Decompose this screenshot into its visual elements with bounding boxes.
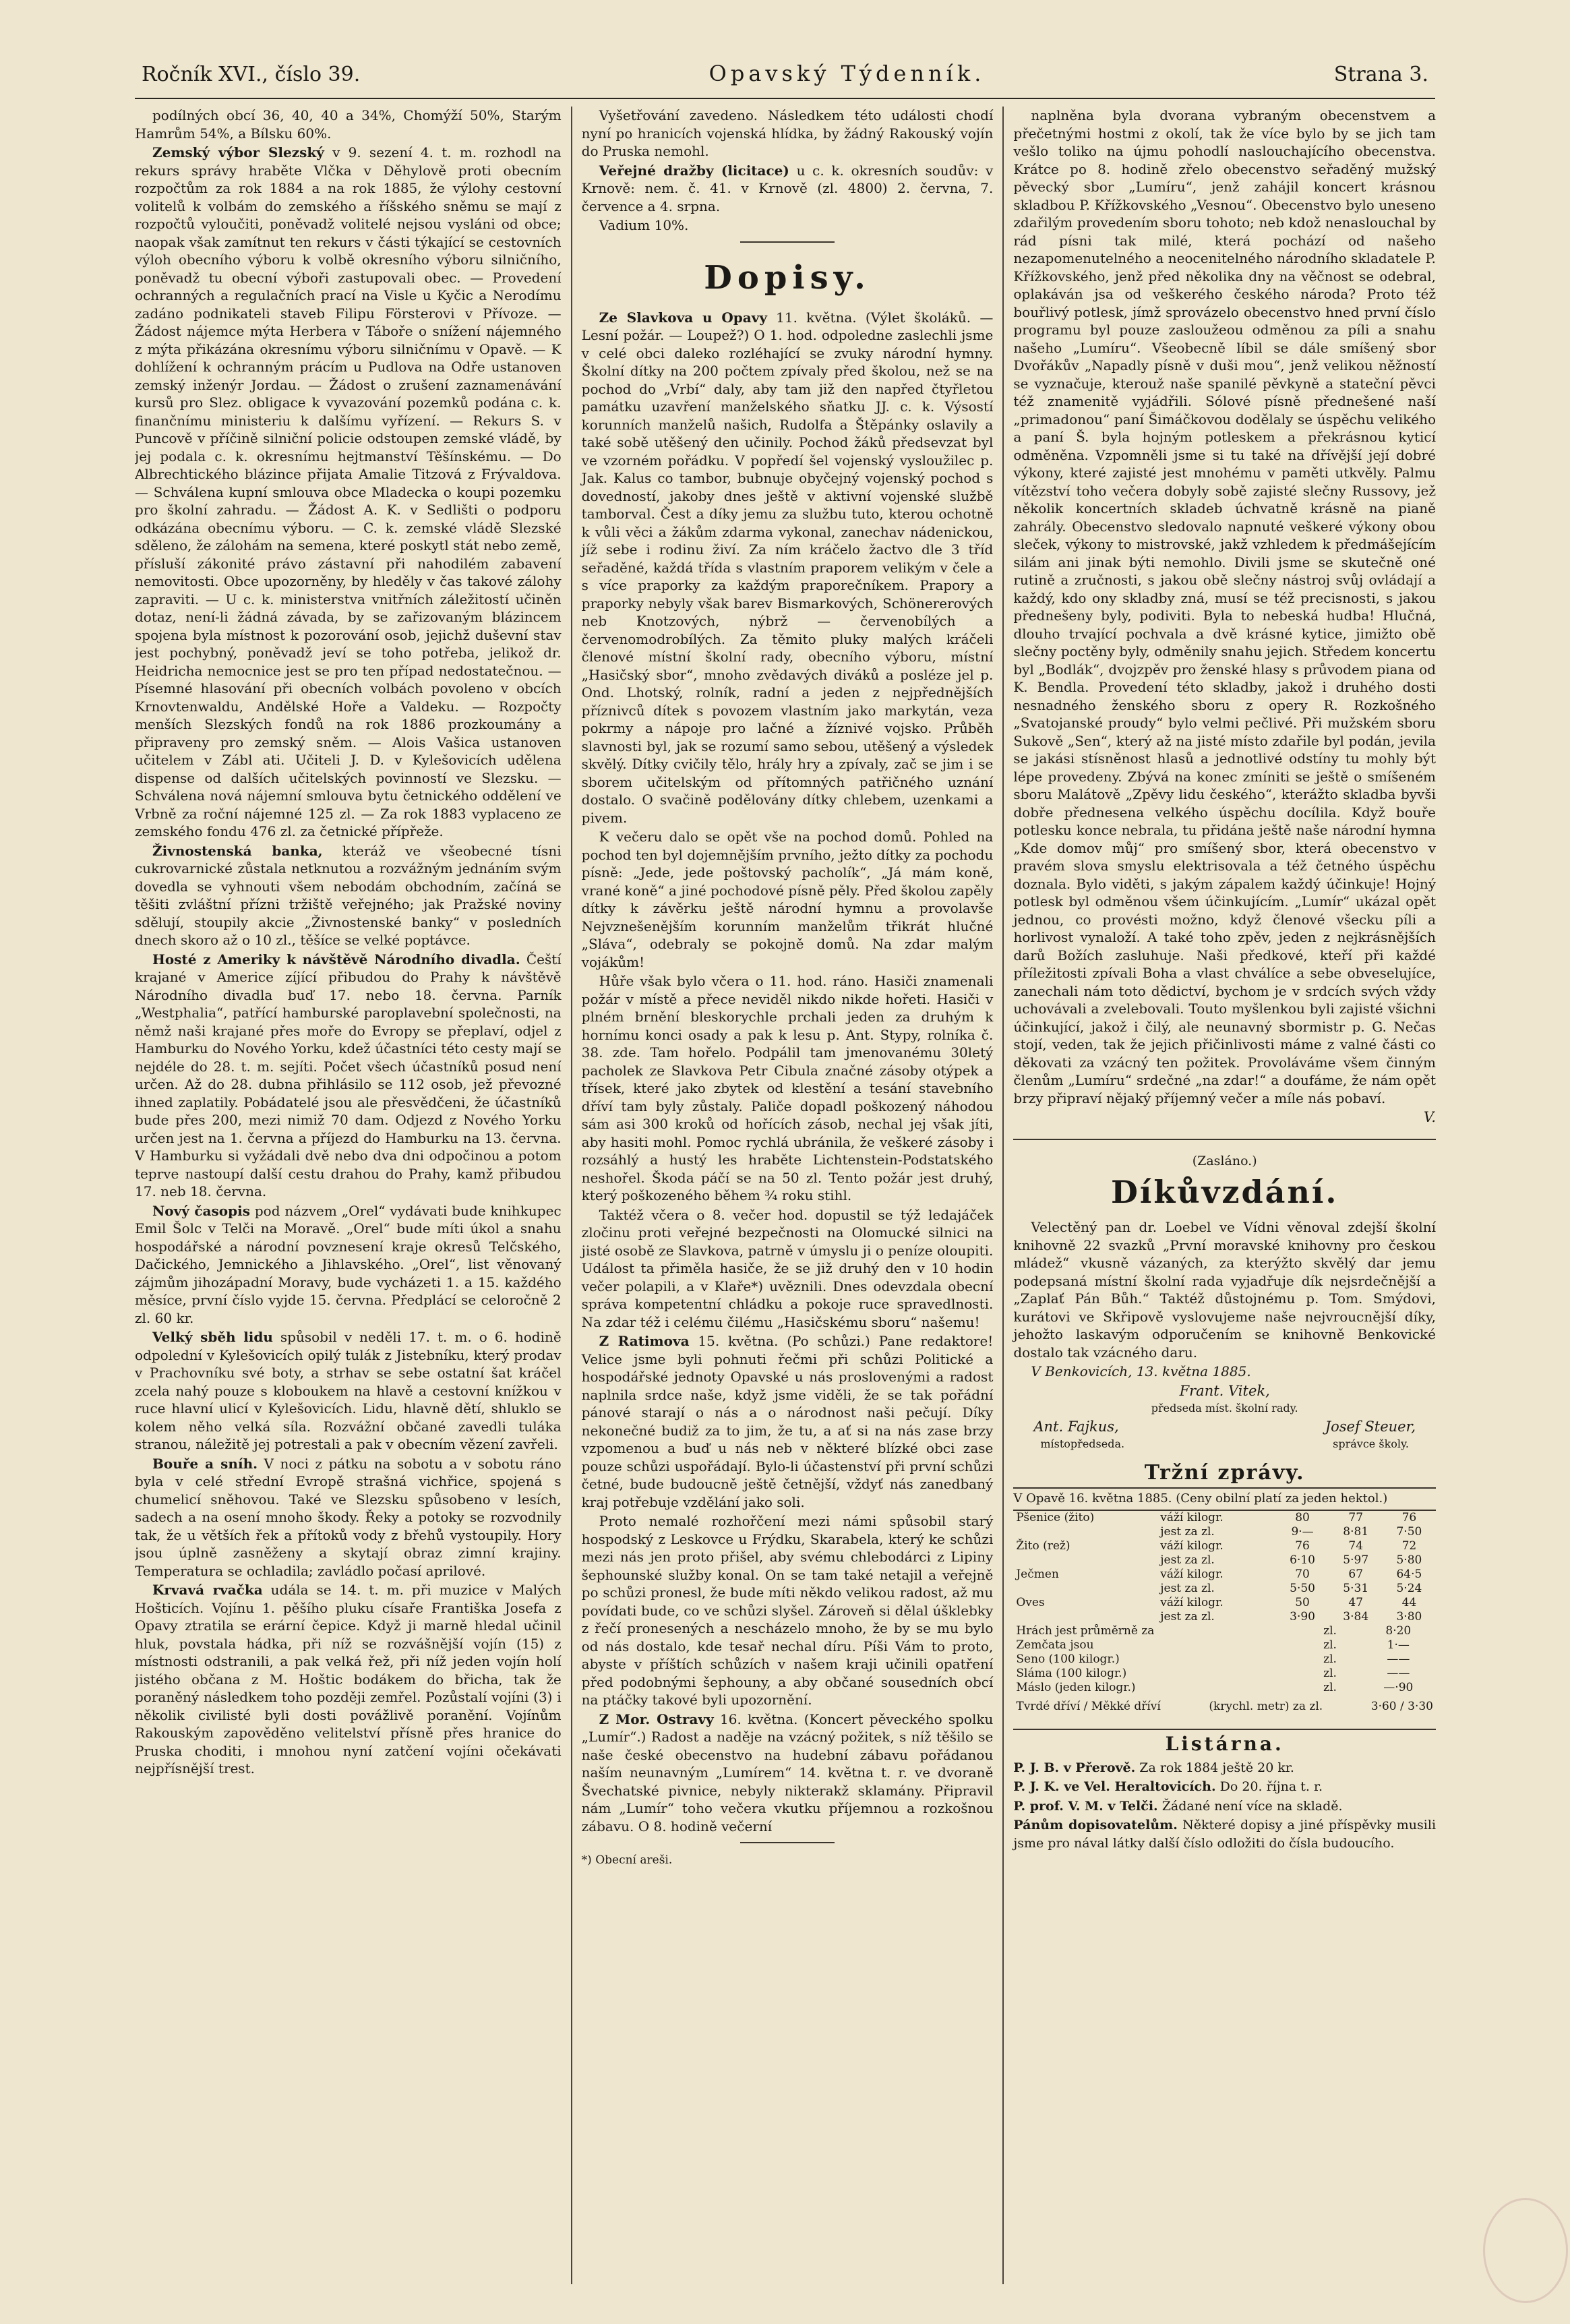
letters-section: [582, 309, 994, 1836]
article-heading: Živnostenská banka,: [152, 842, 323, 859]
column-3: [1004, 107, 1436, 2284]
footnote-divider: [740, 1842, 835, 1843]
article-paragraph: [1013, 107, 1436, 1107]
letters-box-title: Listárna.: [1013, 1729, 1436, 1754]
letters-box-item: [1013, 1759, 1436, 1777]
letters-box-item: [1013, 1797, 1436, 1816]
market-cell: Žito (rež): [1016, 1539, 1070, 1553]
column-2: [572, 107, 1003, 2284]
article-paragraph: [582, 162, 994, 216]
section-divider: [740, 241, 835, 243]
article-paragraph: [135, 107, 562, 142]
market-cell: jest za zl.: [1160, 1553, 1215, 1567]
market-cell: jest za zl.: [1160, 1609, 1215, 1623]
article-text: V noci z pátku na sobotu a v sobotu ráno byla v celé střední Evropě strašná vichřice, spojená s chumelicí sněhovou. Také ve Slezsku spůsobeno v lesích, sadech a na osení mnoho škody. Řeky a potoky se rozvodnily tak, že u větších řek a přítoků vody z břehů vystoupily. Hory jsou úplně zasněženy a skytají obraz zimní krajiny. Temperatura se ochladila; zavládlo počasí aprilové.: [135, 1455, 562, 1579]
market-row: [1013, 1610, 1436, 1624]
article-text: Taktéž včera o 8. večer hod. dopustil se týž ledajáček zločinu proti veřejné bezpečnosti na Olomucké silnici na jisté osobě ze Slavkova, patrně v úmyslu ji o peníze oloupiti. Událost ta přiměla hasiče, že se již druhý den v 10 hodin večer polapili, a v Klaře*) uvěznili. Dnes odevzdala obecní správa kompetentní chládku a pokoje ruce spravedlnosti. Na zdar též i celému čilému „Hasičskému sboru“ našemu!: [581, 1206, 994, 1330]
article-text: Čeští krajané v Americe zíjící přibudou do Prahy k návštěvě Národního divadla buď 17. nebo 18. června. Parník „Westphalia“, patřící hamburské paroplavební společnosti, na němž naši krajané přes moře do Evropy se přeplaví, odjel z Hamburku do Nového Yorku, kdež účastníci této cesty mají se nejdéle do 28. t. m. sejíti. Počet všech účastníků posud není určen. Až do 28. dubna přihlásilo se 112 osob, jež převozné ihned zaplatily. Pobádatelé jsou ale přesvědčeni, že účastníků bude přes 200, mezi nimiž 70 dam. Odjezd z Nového Yorku určen jest na 1. června a příjezd do Hamburku na 13. června. V Hamburku si vyžádali dvě nebo dva dni odpočinou a potom teprve nastoupí další cestu drahou do Prahy, kamž přibudou 17. neb 18. června.: [135, 951, 562, 1199]
header-rule: [135, 98, 1435, 99]
footnote: *) Obecní areši.: [581, 1853, 673, 1867]
article-paragraph: [582, 1512, 994, 1709]
market-cell: Oves: [1016, 1595, 1045, 1609]
market-cell: 70: [1295, 1567, 1310, 1581]
article-heading: Ze Slavkova u Opavy: [599, 309, 767, 326]
article-text: 15. května. (Po schůzi.) Pane redaktore! Velice jsme byli pohnuti řečmi při schůzi Politické a hospodářské jednoty Opavské u nás proslovenými a radost naplnila srdce naše, když jsme viděli, že se tak pořádní pánové starají o nás a o národnost naši pečují. Díky nekonečné budiž za to jim, že tu, a ať si na nás zase brzy vzpomenou a buď u nás neb v některé blízké obci zase pouze schůzi uspořádají. Bylo-li účastenství při první schůzi četné, bude budoucně ještě četnější, vždyť nás zanedbaný kraj potřebuje vzdělání jako soli.: [581, 1333, 994, 1510]
market-cell: 8·81: [1343, 1524, 1369, 1539]
letters-box-recipient: P. prof. V. M. v Telči.: [1013, 1798, 1158, 1814]
market-cell: Hrách jest průměrně za: [1016, 1623, 1155, 1638]
market-extra-table: [1013, 1624, 1436, 1695]
signature-vice-name: Ant. Fajkus,: [1033, 1418, 1119, 1435]
masthead-title: Opavský Týdenník.: [708, 61, 986, 86]
market-cell: 5·80: [1396, 1553, 1422, 1567]
market-cell: zl.: [1323, 1623, 1337, 1638]
page-number: Strana 3.: [1333, 63, 1428, 86]
letters-box-item: [1013, 1816, 1436, 1852]
market-cell: [1013, 1610, 1157, 1624]
market-cell: 5·50: [1290, 1581, 1315, 1595]
market-cell: 5·24: [1396, 1581, 1422, 1595]
page-header: [142, 61, 1428, 96]
letters-box-text: Do 20. října t. r.: [1215, 1779, 1323, 1794]
columns: [135, 107, 1436, 2284]
article-text: u c. k. okresních soudův: v Krnově: nem. č. 41. v Krnově (zl. 4800) 2. června, 7. července a 4. srpna.: [581, 162, 994, 214]
article-text: Proto nemalé rozhořčení mezi námi spůsobil starý hospodský z Leskovce u Frýdku, Skarabela, který ke schůzi mezi nás jen proto přišel, aby svému chlebodárci z Lipiny šephounské služby konal. On se tam také netajil a veřejně po schůzi pronesl, že bude míti někdo velikou radost, až mu povídati bude, co ve schůzi slyšel. Zároveň si dělal úšklebky z řečí pronesených a nescházelo mnoho, že by se mu bylo od nás dostalo, kde tesař nechal díru. Píši Vám to proto, abyste v příštích schůzích v našem kraji učinili opatření před podobnými šephouny, a aby občané sousedních obcí na ptáčky takové byli upozornění.: [581, 1513, 994, 1708]
market-cell: 67: [1348, 1567, 1364, 1581]
market-cell: Máslo (jeden kilogr.): [1016, 1680, 1136, 1694]
article-text: spůsobil v neděli 17. t. m. o 6. hodině odpolední v Kylešovicích opilý tulák z Jistebníku, který prodav v Prachovníku své boty, a strhav se sebe ostatní šat kráčel zcela nahý pouze s kloboukem na hlavě a cestovní knížkou v ruce hlavní ulicí v Kylešovicích. Lidu, hlavně dětí, shluklo se kolem něho velká síla. Rozvážní občané zavedli tuláka stranou, náležitě jej potrestali a pak v obecním vězení zavřeli.: [135, 1329, 562, 1452]
market-row: [1013, 1553, 1436, 1568]
wood-unit: (krychl. metr) za zl.: [1209, 1699, 1323, 1713]
article-paragraph: [135, 842, 562, 949]
market-cell: 74: [1348, 1539, 1364, 1553]
letters-box-recipient: P. J. B. v Přerově.: [1013, 1760, 1136, 1775]
market-row: [1013, 1539, 1436, 1553]
signature-row: [1013, 1418, 1436, 1436]
signature-chair: [1013, 1382, 1436, 1418]
letters-box-text: Žádané není více na skladě.: [1157, 1798, 1343, 1814]
market-cell: 5·97: [1343, 1553, 1369, 1567]
market-cell: 80: [1295, 1510, 1310, 1524]
signature-chair-role: předseda míst. školní rady.: [1151, 1402, 1298, 1414]
article-paragraph: [582, 972, 994, 1205]
market-cell: 47: [1348, 1595, 1364, 1609]
market-cell: váží kilogr.: [1160, 1510, 1224, 1524]
market-cell: 44: [1401, 1595, 1417, 1609]
library-stamp: [1483, 2198, 1568, 2303]
letters-box-recipient: Pánům dopisovatelům.: [1013, 1818, 1178, 1833]
article-heading: Velký sběh lidu: [152, 1329, 273, 1345]
market-cell: Pšenice (žito): [1016, 1510, 1095, 1524]
market-cell: váží kilogr.: [1160, 1539, 1224, 1553]
market-row: [1013, 1638, 1436, 1652]
market-cell: Zemčata jsou: [1016, 1638, 1094, 1652]
section-divider: [1013, 1139, 1436, 1140]
market-title: Tržní zprávy.: [1144, 1460, 1305, 1485]
market-cell: jest za zl.: [1160, 1524, 1215, 1539]
market-cell: [1013, 1525, 1157, 1539]
signature-chair-name: Frant. Vitek,: [1179, 1382, 1270, 1399]
market-cell: 3·80: [1396, 1609, 1422, 1623]
market-row: [1013, 1568, 1436, 1582]
wood-values: 3·60 / 3·30: [1370, 1699, 1433, 1713]
thanks-place-date: V Benkovicích, 13. května 1885.: [1031, 1363, 1251, 1379]
article-paragraph: [135, 1455, 562, 1580]
market-cell: 76: [1401, 1510, 1417, 1524]
signature-director-name: Josef Steuer,: [1325, 1418, 1416, 1435]
article-heading: Z Ratimova: [599, 1333, 690, 1349]
article-text: v 9. sezení 4. t. m. rozhodl na rekurs správy hraběte Vlčka v Děhylově proti obecním rozpočtům za rok 1884 a na rok 1885, že výlohy cestovní volitelů k volbám do zemského a říšského sněmu se mají z rozpočtů vyloučiti, poněvadž volitelé nejsou vysláni od obce; naopak však zamítnut ten rekurs v části týkající se cestovních výloh obecního výboru k volbě okresního výboru silničního, poněvadž tu obecní výboři zastupovali obec. — Provedení ochranných a regulačních prací na Visle u Kyčic a Nerodímu zadáno podnikateli staveb Filipu Försterovi v Přívoze. — Žádost nájemce mýta Herbera v Táboře o snížení nájemného z mýta přikázána okresnímu výboru silničnímu v Opavě. — K dohlížení k ochranným prácím u Pudlova na Odře ustanoven zemský inženýr Jordau. — Žádost o zrušení zaznamenávání kursů pro Slez. obligace k vyvazování pozemků podána c. k. finančnímu ministeriu k dalšímu vyřízení. — Rekurs S. v Puncově v příčině silniční policie odstoupen zemské vládě, by jej podala c. k. okresnímu hejtmanství Těšínskému. — Do Albrechtického blázince přijata Amalie Titzová z Frývaldova. — Schválena kupní smlouva obce Mladecka o koupi pozemku pro školní zahradu. — Žádost A. K. v Sedlišti o podporu odkázána obecnímu výboru. — C. k. zemské vládě Slezské sděleno, že zálohám na semena, které poskytl stát nebo země, přísluší zákonité právo zástavní při nahodilém zabavení nemovitosti. Obce upozorněny, by hleděly v čas takové zálohy zapraviti. — U c. k. ministerstva vnitřních záležitostí učiněn dotaz, není-li žádná závada, by se zařizovaným blázincem spojena byla místnost k pozorování osob, jejichž duševní stav jest pochybný, poněvadž jeví se toho potřeba, jelikož dr. Heidricha nemocnice jest se pro ten případ nedostatečnou. — Písemné hlasování při obecních volbách povoleno v obcích Krnovtenwaldu, Andělské Hoře a Valdeku. — Rozpočty menších Slezských fondů na rok 1886 prozkoumány a připraveny pro zemský sněm. — Alois Vašica ustanoven učitelem v Zábl ati. Učiteli J. D. v Kylešovicích udělena dispense od dalších učitelských povinností ve Slezsku. — Schválena nová nájemní smlouva bytu četnického oddělení ve Vrbně za roční nájemné 125 zl. — Za rok 1883 vyplaceno ze zemského fondu 476 zl. za četnické přípřeže.: [135, 144, 562, 839]
article-paragraph: [582, 1206, 994, 1332]
signature-vice-role: místopředseda.: [1040, 1437, 1125, 1450]
article-text: Vyšetřování zavedeno. Následkem této události chodí nyní po hranicích vojenská hlídka, by žádný Rakouský vojín do Pruska nemohl.: [581, 107, 994, 159]
issue-info: Ročník XVI., číslo 39.: [142, 63, 361, 86]
market-cell: [1013, 1553, 1157, 1568]
market-cell: 72: [1401, 1539, 1417, 1553]
letters-box-text: Některé dopisy a jiné příspěvky musili jsme pro nával látky další číslo odložiti do čísla budoucího.: [1013, 1818, 1437, 1851]
column-1: [135, 107, 571, 2284]
market-cell: Seno (100 kilogr.): [1016, 1652, 1120, 1666]
market-cell: 64·5: [1396, 1567, 1422, 1581]
market-row: [1013, 1596, 1436, 1610]
article-paragraph: [135, 951, 562, 1201]
market-table: [1013, 1511, 1436, 1624]
market-cell: 7·50: [1396, 1524, 1422, 1539]
market-cell: zl.: [1323, 1652, 1337, 1666]
article-paragraph: [582, 216, 994, 235]
col2-top-articles: [582, 107, 994, 235]
market-cell: [1013, 1582, 1157, 1596]
article-paragraph: [582, 828, 994, 971]
market-cell: 76: [1295, 1539, 1310, 1553]
market-cell: 77: [1348, 1510, 1364, 1524]
concert-report: [1013, 107, 1436, 1107]
market-cell: Ječmen: [1016, 1567, 1059, 1581]
article-paragraph: [135, 1328, 562, 1454]
market-intro: V Opavě 16. května 1885. (Ceny obilní platí za jeden hektol.): [1013, 1487, 1436, 1511]
market-cell: 9·—: [1291, 1524, 1314, 1539]
article-paragraph: [135, 1581, 562, 1778]
market-cell: jest za zl.: [1160, 1581, 1215, 1595]
article-text: naplněna byla dvorana vybraným obecenstvem a přečetnými hostmi z okolí, tak že více bylo by se jich tam vešlo toliko na újmu pohodlí naslouchajícího obecenstva. Krátce po 8. hodině zřelo obecenstvo seřaděný mužský pěvecký sbor „Lumíru“, jenž zahájil koncert krásnou skladbou P. Křížkovského „Vesnou“. Obecenstvo bylo uneseno zdařilým provedením sboru tohoto; neb kdož nenaslouchal by rád písni tak milé, která pochází od našeho nezapomenutelného a neocenitelného národního skladatele P. Křížkovského, jenž před několika dny na věčnost se odebral, oplakáván jsa od veškerého českého národa? Proto též bouřlivý potlesk, jímž sprovázelo obecenstvo hned první číslo programu byl pouze zasloužeou odměnou za píli a snahu našeho „Lumíru“. Všeobecně líbil se dále smíšený sbor Dvořákův „Napadly písně v duši mou“, jenž velikou něžností se vyznačuje, kterouž naše spanilé pěvkyně a stateční pěvci též znamenitě vyjádřili. Sólové písně přednešené naší „primadonou“ paní Šimáčkovou dodělaly se úspěchu velikého a paní Š. byla hojným potleskem a překrásnou kyticí odměněna. Vzpomněli jsme si tu také na dřívější její dobré výkony, které zajisté jest mnohému v paměti utkvěly. Palmu vítězství toho večera dobyly sobě zajisté slečny Russovy, jež několik koncertních skladeb úchvatně krásně na pianě zahrály. Obecenstvo sledovalo napnuté veškeré výkony obou sleček, výkony to mistrovské, jakž vzhledem k předmášejícím silám ani jinak býti nemohlo. Divili jsme se skutečně oné rutině a zručnosti, s jakou obě slečny nástroj svůj ovládají a každý, kdo ony skladby zná, musí se též precisnosti, s jakou přednešeny byly, podiviti. Byla to nebeská hudba! Hlučná, dlouho trvající pochvala a dvě krásné kytice, jimižto obě slečny poctěny byly, odměnily snahu jejich. Středem koncertu byl „Bodlák“, dvojzpěv pro ženské hlasy s průvodem piana od K. Bendla. Provedení této skladby, jakož i druhého dosti nesnadného ženského sboru z opery R. Rozkošného „Svatojanské proudy“ bylo velmi pečlivé. Při mužském sboru Sukově „Sen“, který až na jisté místo zdařile byl podán, jevila se jakási stísněnost hlasů a jednotlivé odstíny tu mohly být lépe provedeny. Zbývá na konec zmíniti se ještě o smíšeném sboru Malátově „Zpěvy lidu českého“, kterážto skladba byvši dobře přednesena velkého úspěchu docílila. Když bouře potlesku konce nebrala, tu přidána ještě naše národní hymna „Kde domov můj“ pro smíšený sbor, která obecenstvo v pravém slova smyslu elektrisovala a též četného úspěchu doznala. Bylo viděti, s jakým zápalem každý účinkuje! Hojný potlesk byl odměnou všem účinkujícím. „Lumír“ ukázal opět jednou, co provésti možno, když členové všecku píli a horlivost vynaloží. A také toho zpěv, jeden z nejkrásnějších darů Božích zasluhuje. Naši předkové, kteří při každé příležitosti zpívali Boha a vlast chválíce a sebe obveselujíce, zanechali nám toto dědictví, bychom je v srdcích svých vždy uchovávali a zvelebovali. Touto myšlenkou byli zajisté všichni účinkující, jakož i čilý, ale neunavný sbormistr p. G. Nečas stojí, veden, tak že jejich přičinlivosti máme z valné části co děkovati za vzácný ten požitek. Provoláváme všem činným členům „Lumíru“ srdečné „na zdar!“ a doufáme, že nám opět brzy připraví nějaký příjemný večer a míle nás pobaví.: [1013, 107, 1437, 1106]
article-paragraph: [135, 144, 562, 841]
article-paragraph: [582, 1332, 994, 1511]
letters-box-text: Za rok 1884 ještě 20 kr.: [1135, 1760, 1294, 1775]
article-heading: Krvavá rvačka: [152, 1582, 263, 1598]
thanks-text: Velectěný pan dr. Loebel ve Vídni věnoval zdejší školní knihovně 22 svazků „První moravské knihovny pro českou mládež“ vkusně vázaných, za kterýžto skvělý dar jemu podepsaná místní školní rada vyjadřuje dík nejsrdečnější a „Zaplať Pán Bůh.“ Taktéž důstojnému p. Tom. Smýdovi, kurátovi ve Skřipově vyslovujeme naše nejvroucnější díky, jehožto laskavým odporučením se knihovně Benkovické dostalo tak vzácného daru.: [1013, 1219, 1437, 1361]
market-cell: váží kilogr.: [1160, 1595, 1224, 1609]
article-text: 16. května. (Koncert pěveckého spolku „Lumír“.) Radost a naděje na vzácný požitek, s níž těšilo se naše české obecenstvo na hudební zábavu pořádanou naším neunavným „Lumírem“ 14. května t. r. ve dvoraně Švechatské pivnice, nebyly nikterakž sklamány. Připravil nám „Lumír“ toho večera vkutku příjemnou a rozkošnou zábavu. O 8. hodině večerní: [581, 1710, 994, 1835]
signature-director-role: správce školy.: [1333, 1437, 1410, 1450]
wood-label: Tvrdé dříví / Měkké dříví: [1016, 1699, 1161, 1713]
article-text: Vadium 10%.: [599, 217, 689, 233]
market-cell: 3·90: [1290, 1609, 1315, 1623]
market-cell: —·90: [1383, 1680, 1414, 1694]
market-row: [1013, 1525, 1436, 1539]
market-cell: zl.: [1323, 1638, 1337, 1652]
article-paragraph: [582, 309, 994, 827]
letters-box-item: [1013, 1778, 1436, 1796]
article-paragraph: [582, 1710, 994, 1836]
market-cell: váží kilogr.: [1160, 1567, 1224, 1581]
wood-prices: [1013, 1695, 1436, 1719]
sent-in-label: (Zasláno.): [1192, 1153, 1257, 1168]
article-text: 11. května. (Výlet školáků. — Lesní požár. — Loupež?) O 1. hod. odpoledne zaslechli jsme v celé obci daleko rozléhající se zvuky národní hymny. Školní dítky na 200 počtem zpívaly před školou, než se na pochod do „Vrbí“ daly, aby tam již den napřed čtyřletou památku uzavření manželského sňatku JJ. c. k. Výsostí korunních manželů našich, Rudolfa a Štěpánky oslavily a také sobě utěšený den učinily. Pochod žáků předsevzat byl ve vzorném pořádku. V popředí šel vojenský vysloužilec p. Jak. Kalus co tambor, bubnuje obyčejný vojenský pochod s dovedností, jakoby dnes ještě v aktivní vojenské službě tamborval. Čest a díky jemu za službu tuto, kterou ochotně k vůli věci a žákům zdarma vykonal, zanechav nádenickou, jíž sebe i rodinu živí. Za ním kráčelo žactvo dle 3 tříd seřaděné, každá třída s vlastním praporem velikým v čele a s více praporky za každým praporečníkem. Prapory a praporky nebyly však barev Bismarkových, Schönererových neb Knotzových, nýbrž — červenobílých a červenomodrobílých. Za těmito pluky malých kráčeli členové místní školní rady, obecního výboru, místní „Hasičský sbor“, mnoho zvědavých diváků a posléze jel p. Ond. Lhotský, rolník, radní a jeden z nejpřednějších příznivců dítek s povozem vlastním jako markytán, veza pokrmy a nápoje pro lačné a žíznivé vojsko. Průběh slavnosti byl, jak se rozumí samo sebou, utěšený a výsledek skvělý. Dítky cvičily tělo, hrály hry a zpívaly, zač se jim i se sborem učitelským od přítomných patřičného uznání dostalo. O svačině podělovány dítky chlebem, uzenkami a pivem.: [581, 309, 994, 826]
market-row: [1013, 1511, 1436, 1525]
article-heading: Zemský výbor Slezský: [152, 144, 324, 160]
article-text: pod názvem „Orel“ vydávati bude knihkupec Emil Šolc v Telči na Moravě. „Orel“ bude míti úkol a snahu hospodářské a národní povznesení kraje okresů Telčského, Dačického, Jemnického a Jihlavského. „Orel“, list věnovaný zájmům jihozápadní Moravy, bude vycházeti 1. a 15. každého měsíce, první číslo vyjde 15. června. Předplácí se celoročně 2 zl. 60 kr.: [135, 1202, 562, 1326]
thanks-title: Díkůvzdání.: [1110, 1174, 1339, 1210]
author-signature: V.: [1423, 1109, 1437, 1125]
market-cell: Sláma (100 kilogr.): [1016, 1666, 1127, 1680]
article-paragraph: [135, 1202, 562, 1328]
market-cell: zl.: [1323, 1680, 1337, 1694]
article-text: K večeru dalo se opět vše na pochod domů. Pohled na pochod ten byl dojemnějším prvního, ježto dítky za pochodu písně: „Jede, jede poštovský pacholík“, „Já mám koně, vrané koně“ a jiné pochodové písně pěly. Před školou zapěly dítky k závěrku ještě národní hymnu a provolavše Nejvznešenějším korunním manželům třikrát hlučné „Sláva“, odebraly se pokojně domů. Na zdar malým vojákům!: [581, 829, 994, 970]
market-cell: 8·20: [1385, 1623, 1412, 1638]
market-cell: 5·31: [1343, 1581, 1369, 1595]
article-heading: Nový časopis: [152, 1202, 250, 1219]
market-row: [1013, 1667, 1436, 1681]
article-paragraph: [582, 107, 994, 160]
signature-roles: [1013, 1435, 1436, 1454]
article-text: kteráž ve všeobecné tísni cukrovarnické zůstala netknutou a rozvážným jednáním svým dovedla se vyhnouti všem nebodám obchodním, začíná se těšiti zvláštní přízni tržiště veřejného; jak Pražské noviny sdělují, stoupily akcie „Živnostenské banky“ v posledních dnech skoro až o 10 zl., těšíce se velké poptávce.: [135, 842, 562, 948]
market-row: [1013, 1582, 1436, 1596]
letters-box-recipient: P. J. K. ve Vel. Heraltovicích.: [1013, 1779, 1216, 1794]
market-cell: 1·—: [1387, 1638, 1410, 1652]
market-cell: ——: [1387, 1652, 1410, 1666]
article-text: podílných obcí 36, 40, 40 a 34%, Chomýží 50%, Starým Hamrům 54%, a Bílsku 60%.: [135, 107, 562, 142]
article-heading: Hosté z Ameriky k návštěvě Národního divadla.: [152, 951, 520, 967]
article-heading: Bouře a sníh.: [152, 1455, 258, 1472]
article-heading: Veřejné dražby (licitace): [599, 162, 789, 179]
market-row: [1013, 1681, 1436, 1695]
section-title: Dopisy.: [704, 258, 871, 297]
letters-box: [1013, 1759, 1436, 1853]
market-cell: ——: [1387, 1666, 1410, 1680]
market-cell: 6·10: [1290, 1553, 1315, 1567]
market-row: [1013, 1624, 1436, 1638]
market-cell: 3·84: [1343, 1609, 1369, 1623]
market-cell: zl.: [1323, 1666, 1337, 1680]
article-heading: Z Mor. Ostravy: [599, 1710, 714, 1727]
article-text: Hůře však bylo včera o 11. hod. ráno. Hasiči znamenali požár v místě a přece neviděl nikdo nikde hořeti. Hasiči v plném brnění bleskorychle prchali jeden za druhým k hornímu konci osady a pak k lesu p. Ant. Stypy, rolníka č. 38. zde. Tam hořelo. Podpálil tam jmenovanému 30letý pacholek ze Slavkova Petr Cibula značné zásoby otýpek a třísek, které jako zbytek od klestění a tesání stavebního dříví tam byly zůstaly. Paliče dopadl poškozený náhodou sám asi 300 kroků od hořících zásob, nechal jej však jíti, aby hasiti mohl. Pomoc rychlá ubránila, že veškeré zásoby i rozsáhlý a hustý les hraběte Lichtenstein-Podstatského neshořel. Škoda páčí se na 50 zl. Tento požár jest druhý, který poškozeného během ¾ roku stihl.: [581, 973, 994, 1203]
market-row: [1013, 1652, 1436, 1667]
article-text: udála se 14. t. m. při muzice v Malých Hošticích. Vojínu 1. pěšího pluku císaře Františka Josefa z Opavy ztratila se erární čepice. Když ji marně hledal učinil hluk, povstala hádka, při níž se rozvášnější vojín (15) z místnosti odstranili, a pak velká řež, při níž jeden vojín holí jistého občana z M. Hoštic bodákem do břicha, tak že poraněný následkem toho později zemřel. Pozůstalí vojíni (3) i několik civilisté byli dosti povážlivě poranění. Vojínům Rakouským zapověděno velitelství přísně přes hranice do Pruska choditi, i mnohou nyní zatčení vojíni očekávati nejpřísnější trest.: [135, 1582, 562, 1777]
market-cell: 50: [1295, 1595, 1310, 1609]
